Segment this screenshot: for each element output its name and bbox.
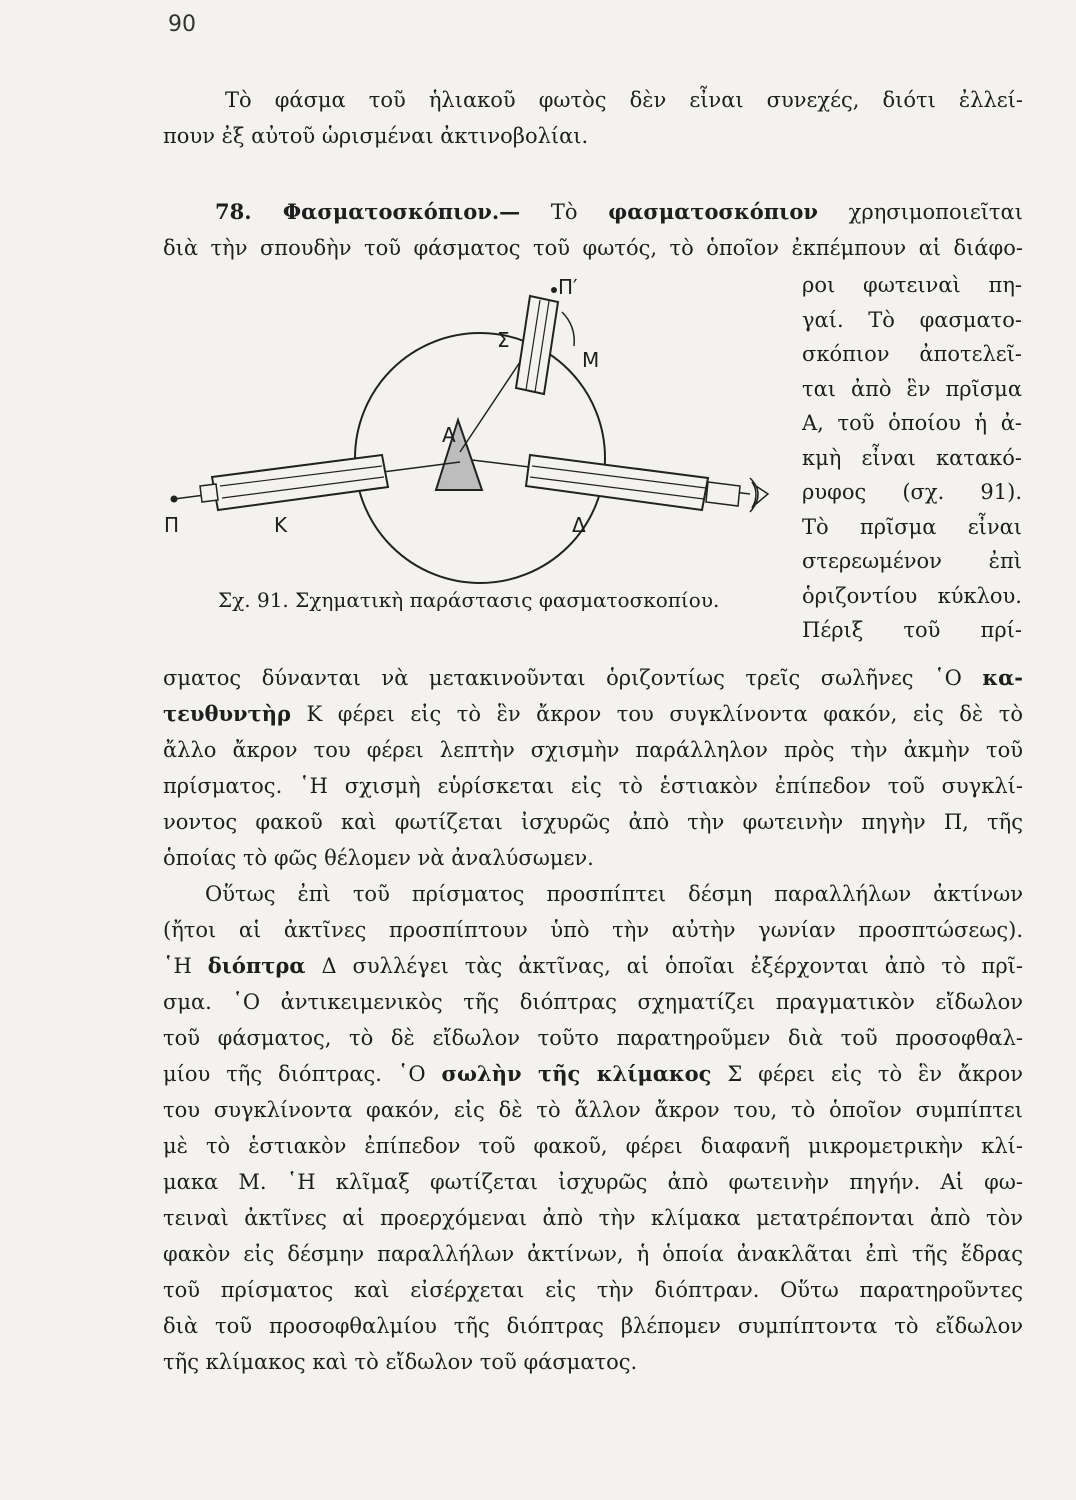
section-text: Τὸ: [550, 200, 578, 224]
body-text: σματος δύνανται νὰ μετακινοῦνται ὁριζοντίως τρεῖς σωλῆνες ῾Ο: [163, 666, 962, 690]
side-line: γαί. Τὸ φασματο-: [802, 307, 1022, 332]
light-source-pi-prime: [551, 287, 557, 293]
eye-icon: [750, 478, 768, 512]
ray-from-scale: [460, 362, 520, 452]
side-line: Τὸ πρῖσμα εἶναι: [802, 514, 1022, 539]
body-line: [163, 1056, 1023, 1092]
section-term: φασματοσκόπιον: [608, 199, 818, 224]
light-source-pi: [171, 496, 178, 503]
side-line: κμὴ εἶναι κατακό-: [802, 445, 1022, 470]
body-text: Σ φέρει εἰς τὸ ἓν ἄκρον: [711, 1062, 1023, 1086]
side-line: ὁριζοντίου κύκλου.: [802, 583, 1022, 608]
body-term: σωλὴν τῆς κλίμακος: [441, 1061, 712, 1086]
label-kappa: Κ: [274, 513, 288, 537]
label-delta: Δ: [572, 513, 586, 537]
body-line: [163, 948, 1023, 984]
label-sigma: Σ: [497, 328, 510, 352]
body-line: φακὸν εἰς δέσμην παραλλήλων ἀκτίνων, ἡ ὁποία ἀνακλᾶται ἐπὶ τῆς ἕδρας: [163, 1242, 1023, 1266]
scale-m-arc: [562, 312, 574, 346]
body-line: (ἤτοι αἱ ἀκτῖνες προσπίπτουν ὑπὸ τὴν αὐτὴν γωνίαν προσπτώσεως).: [163, 918, 1023, 942]
body-line: τοῦ πρίσματος καὶ εἰσέρχεται εἰς τὴν διόπτραν. Οὕτω παρατηροῦντες: [163, 1278, 1023, 1302]
body-paragraph-2: [163, 876, 1023, 1380]
side-text-column: [802, 268, 1022, 648]
body-line: μακα Μ. ῾Η κλῖμαξ φωτίζεται ἰσχυρῶς ἀπὸ φωτεινὴν πηγήν. Αἱ φω-: [163, 1170, 1023, 1194]
scale-tube-sigma: [516, 296, 558, 394]
section-heading-paragraph: [163, 194, 1023, 266]
body-line: τοῦ φάσματος, τὸ δὲ εἴδωλον τοῦτο παρατηροῦμεν διὰ τοῦ προσοφθαλ-: [163, 1026, 1023, 1050]
body-line: νοντος φακοῦ καὶ φωτίζεται ἰσχυρῶς ἀπὸ τὴν φωτεινὴν πηγὴν Π, τῆς: [163, 810, 1023, 834]
side-line: ρυφος (σχ. 91).: [802, 480, 1022, 504]
intro-line: πουν ἐξ αὐτοῦ ὡρισμέναι ἀκτινοβολίαι.: [163, 124, 589, 148]
section-line: [163, 194, 1023, 230]
body-line: [163, 660, 1023, 696]
side-line: ροι φωτειναὶ πη-: [802, 273, 1022, 297]
section-title: 78. Φασματοσκόπιον.—: [215, 199, 521, 224]
body-text: μίου τῆς διόπτρας. ῾Ο: [163, 1062, 426, 1086]
body-line: σμα. ῾Ο ἀντικειμενικὸς τῆς διόπτρας σχηματίζει πραγματικὸν εἴδωλον: [163, 990, 1023, 1014]
figure-caption: Σχ. 91. Σχηματικὴ παράστασις φασματοσκοπίου.: [218, 588, 720, 612]
collimator-k: [200, 455, 388, 510]
section-line: διὰ τὴν σπουδὴν τοῦ φάσματος τοῦ φωτός, τὸ ὁποῖον ἐκπέμπουν αἱ διάφο-: [163, 236, 1023, 260]
side-line: Πέριξ τοῦ πρί-: [802, 618, 1022, 642]
intro-line: Τὸ φάσμα τοῦ ἡλιακοῦ φωτὸς δὲν εἶναι συνεχές, διότι ἐλλεί-: [225, 88, 1023, 112]
label-alpha: Α: [442, 423, 456, 447]
side-line: ται ἀπὸ ἓν πρῖσμα: [802, 376, 1022, 401]
body-line: Οὕτως ἐπὶ τοῦ πρίσματος προσπίπτει δέσμη παραλλήλων ἀκτίνων: [205, 882, 1023, 906]
body-text: ῾Η: [163, 954, 192, 978]
body-term: τευθυντὴρ: [163, 701, 291, 726]
body-line: του συγκλίνοντα φακόν, εἰς δὲ τὸ ἄλλον ἄκρον του, τὸ ὁποῖον συμπίπτει: [163, 1098, 1023, 1122]
prism-table-circle: [355, 333, 605, 583]
body-paragraph-1: [163, 660, 1023, 876]
side-line: στερεωμένον ἐπὶ: [802, 549, 1022, 573]
label-pi: Π: [164, 513, 180, 537]
body-line: διὰ τοῦ προσοφθαλμίου τῆς διόπτρας βλέπομεν συμπίπτοντα τὸ εἴδωλον: [163, 1314, 1023, 1338]
body-text: Κ φέρει εἰς τὸ ἓν ἄκρον του συγκλίνοντα φακόν, εἰς δὲ τὸ: [290, 702, 1023, 726]
spectroscope-figure: [160, 272, 800, 602]
body-text: Δ συλλέγει τὰς ἀκτῖνας, αἱ ὁποῖαι ἐξέρχονται ἀπὸ τὸ πρῖ-: [305, 954, 1023, 978]
body-line: ἄλλο ἄκρον του φέρει λεπτὴν σχισμὴν παράλληλον πρὸς τὴν ἀκμὴν τοῦ: [163, 738, 1023, 762]
label-mu: Μ: [582, 348, 600, 372]
body-line: τειναὶ ἀκτῖνες αἱ προερχόμεναι ἀπὸ τὴν κλίμακα μετατρέπονται ἀπὸ τὸν: [163, 1206, 1023, 1230]
body-line: μὲ τὸ ἑστιακὸν ἐπίπεδον τοῦ φακοῦ, φέρει διαφανῆ μικρομετρικὴν κλί-: [163, 1134, 1023, 1158]
intro-paragraph: [163, 82, 1023, 154]
side-line: Α, τοῦ ὁποίου ἡ ἀ-: [802, 411, 1022, 435]
side-line: σκόπιον ἀποτελεῖ-: [802, 342, 1022, 366]
page-number: 90: [168, 12, 196, 37]
telescope-d: [526, 455, 740, 510]
body-line: τῆς κλίμακος καὶ τὸ εἴδωλον τοῦ φάσματος.: [163, 1350, 638, 1374]
body-line: ὁποίας τὸ φῶς θέλομεν νὰ ἀναλύσωμεν.: [163, 846, 594, 870]
label-pi-prime: Π′: [558, 275, 578, 299]
body-term: διόπτρα: [207, 953, 306, 978]
body-line: πρίσματος. ῾Η σχισμὴ εὑρίσκεται εἰς τὸ ἑστιακὸν ἐπίπεδον τοῦ συγκλί-: [163, 774, 1023, 798]
section-text: χρησιμοποιεῖται: [848, 200, 1023, 224]
body-line: [163, 696, 1023, 732]
body-term: κα-: [982, 665, 1023, 690]
